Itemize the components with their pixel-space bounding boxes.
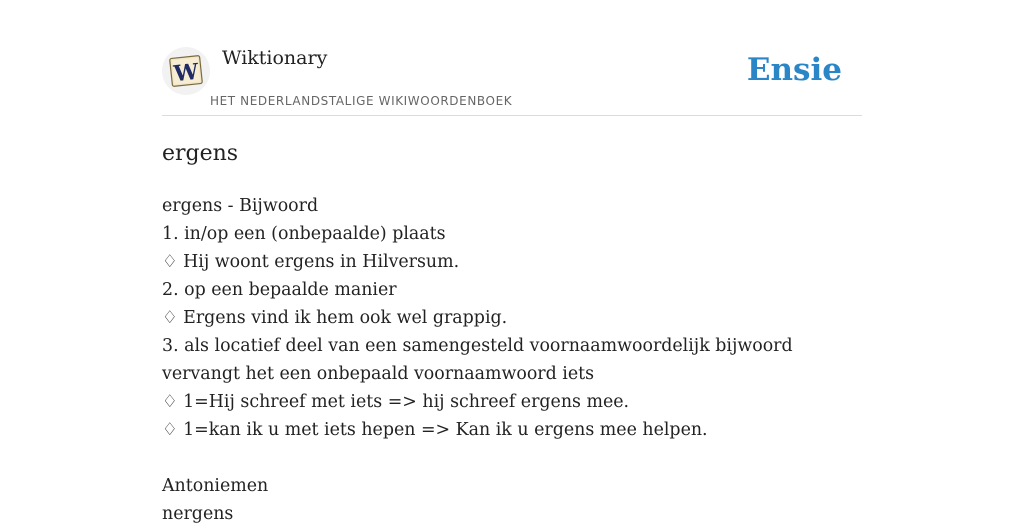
spacer (162, 444, 862, 472)
definition-2: 2. op een bepaalde manier (162, 280, 397, 300)
svg-text:W: W (172, 58, 200, 88)
page-title: ergens (162, 141, 239, 166)
part-of-speech-line: ergens - Bijwoord (162, 196, 319, 216)
content-container (162, 0, 862, 524)
antonyms-heading: Antoniemen (162, 476, 269, 496)
site-tagline: HET NEDERLANDSTALIGE WIKIWOORDENBOEK (210, 94, 513, 108)
entry-content (162, 192, 862, 528)
example-1: ♢ Hij woont ergens in Hilversum. (162, 252, 460, 272)
example-2: ♢ Ergens vind ik hem ook wel grappig. (162, 308, 508, 328)
brand-logo-text[interactable]: Ensie (746, 52, 842, 88)
antonym-item[interactable]: nergens (162, 504, 234, 524)
site-name[interactable]: Wiktionary (222, 47, 328, 69)
example-3b: ♢ 1=kan ik u met iets hepen => Kan ik u ergens mee helpen. (162, 420, 708, 440)
definition-1: 1. in/op een (onbepaalde) plaats (162, 224, 446, 244)
definition-3: 3. als locatief deel van een samengesteld voornaamwoordelijk bijwoord vervangt het een onbepaald voornaamwoord iets (162, 336, 793, 384)
site-header (162, 0, 862, 116)
wiktionary-logo-icon[interactable] (162, 47, 210, 95)
example-3a: ♢ 1=Hij schreef met iets => hij schreef ergens mee. (162, 392, 630, 412)
